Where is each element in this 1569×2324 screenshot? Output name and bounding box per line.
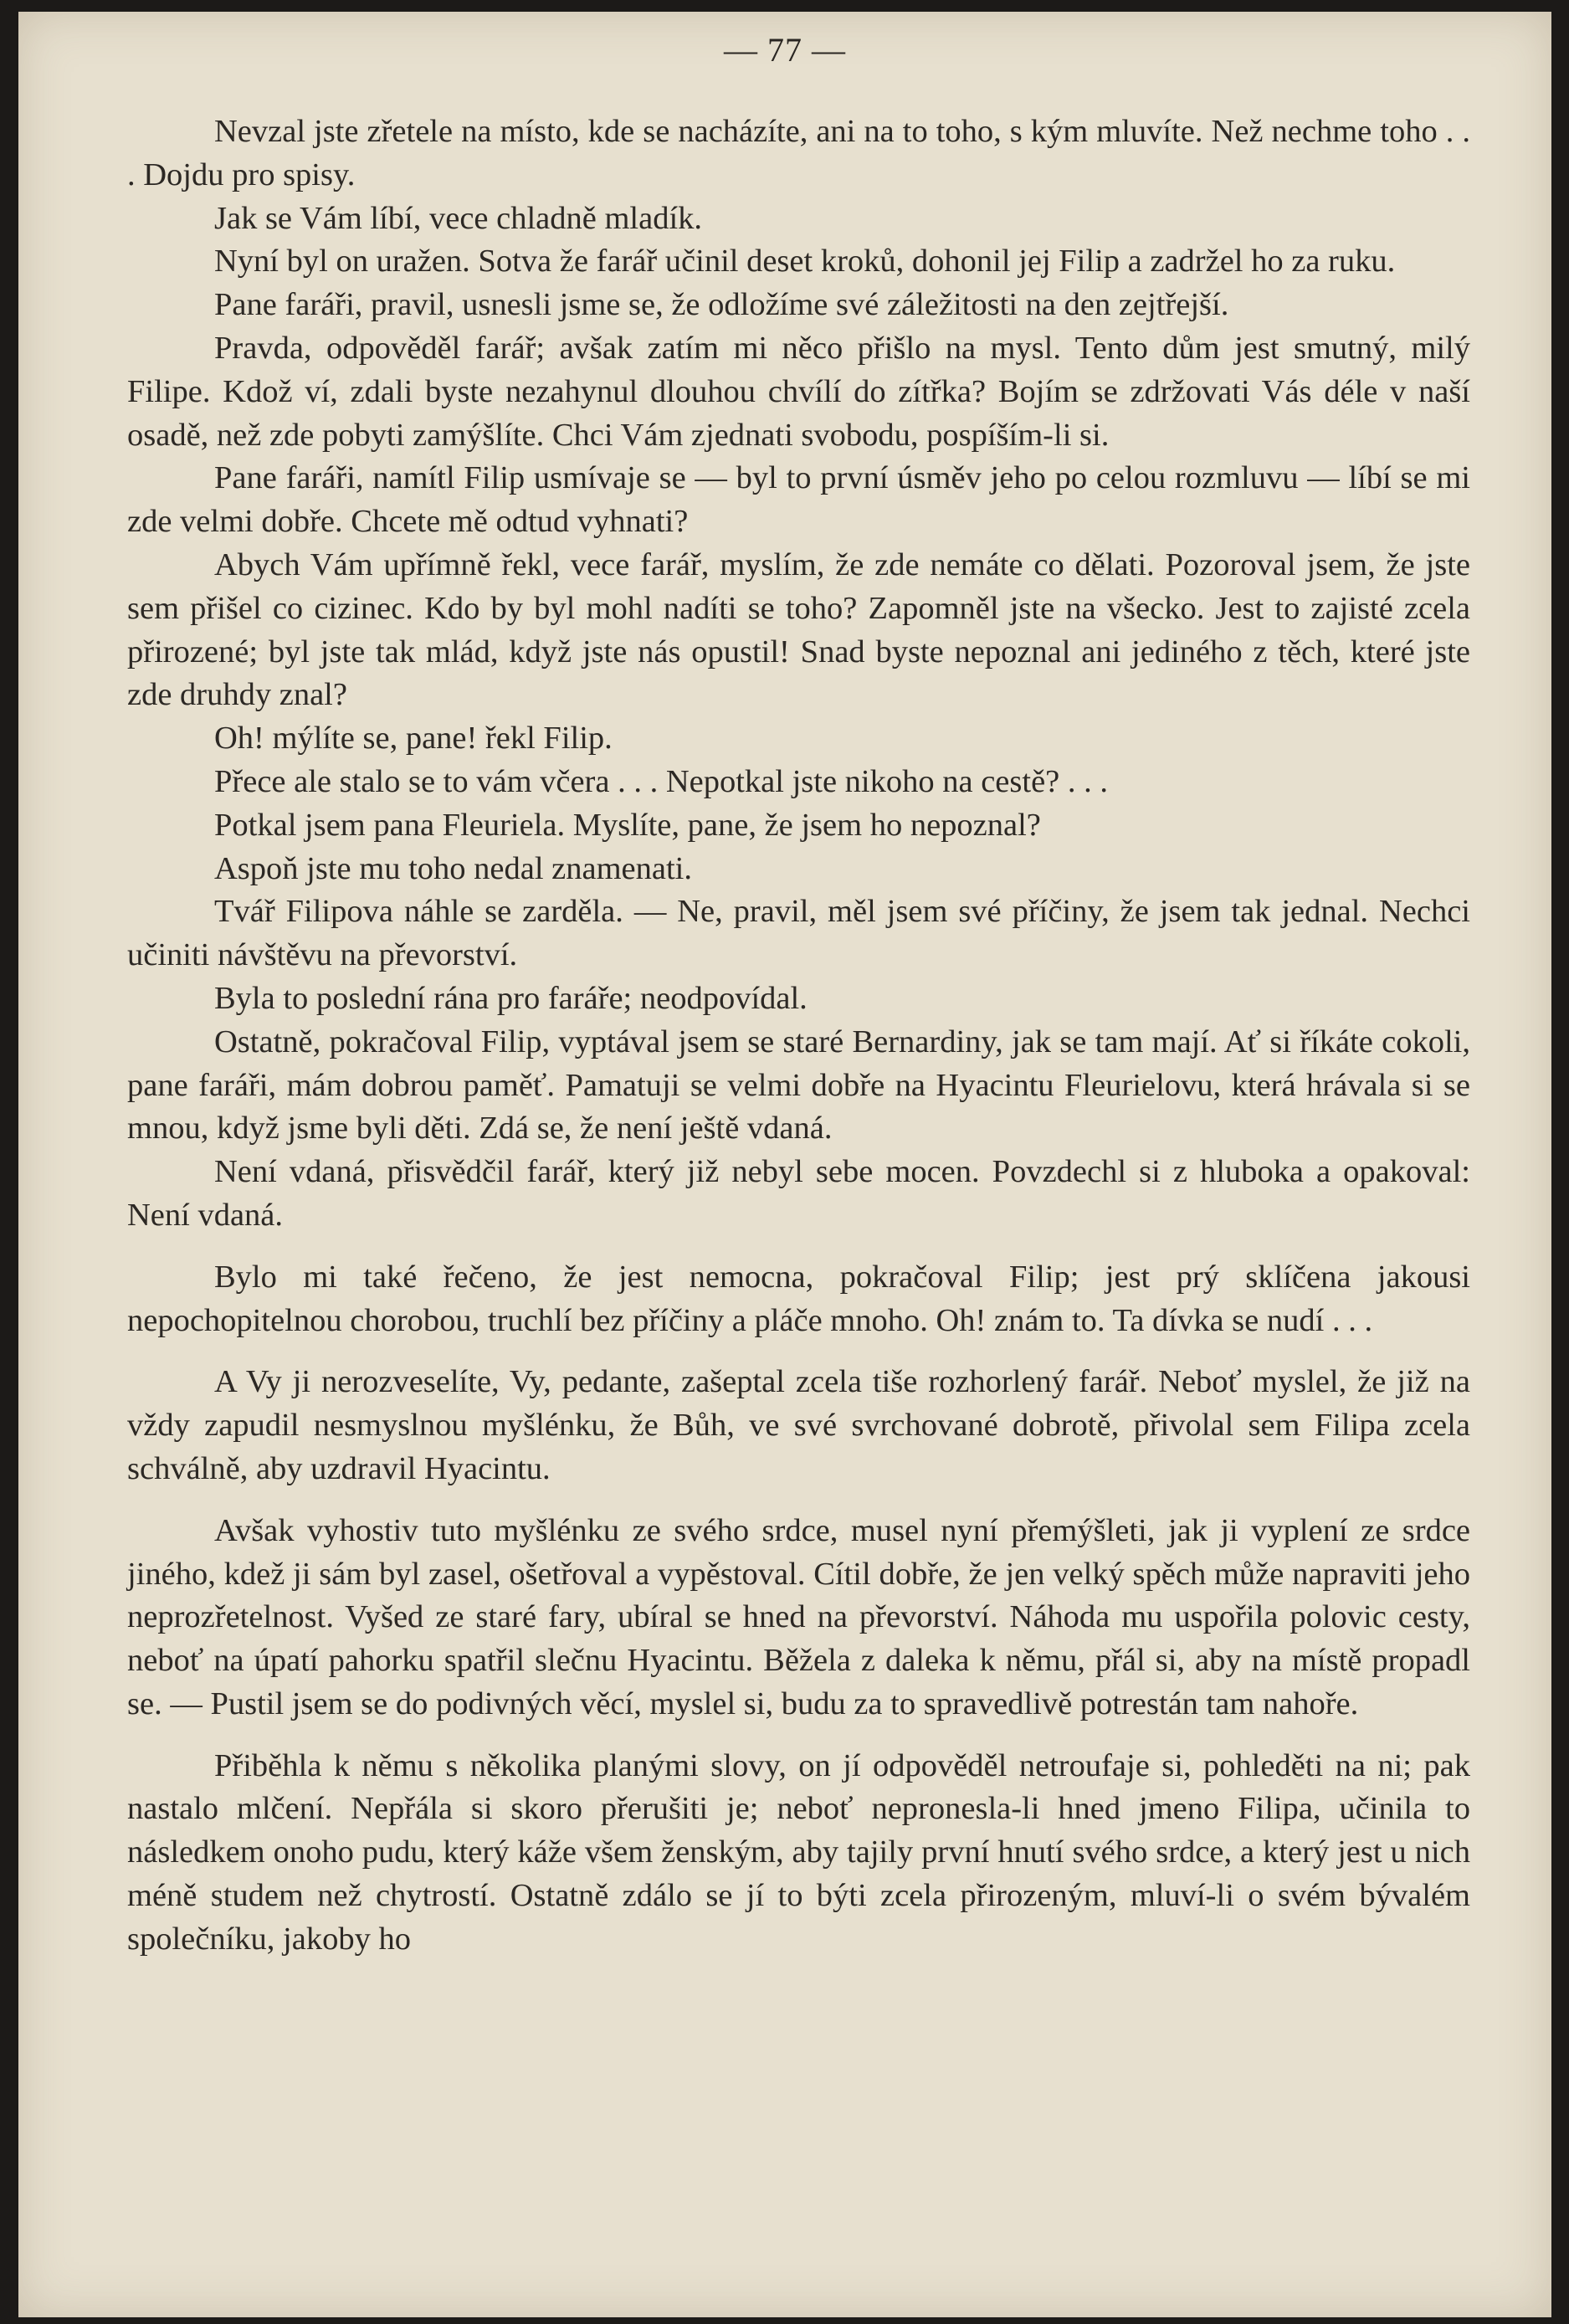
paragraph: Byla to poslední rána pro faráře; neodpovídal. (214, 980, 808, 1016)
body-text (127, 110, 1470, 1962)
paragraph: Potkal jsem pana Fleuriela. Myslíte, pane, že jsem ho nepoznal? (214, 807, 1041, 843)
paragraph: Pane faráři, namítl Filip usmívaje se — byl to první úsměv jeho po celou rozmluvu — líbí se mi zde velmi dobře. Chcete mě odtud vyhnati? (127, 460, 1470, 540)
paragraph: Není vdaná, přisvědčil farář, který již nebyl sebe mocen. Povzdechl si z hluboka a opakoval: Není vdaná. (127, 1154, 1470, 1233)
paragraph: Oh! mýlíte se, pane! řekl Filip. (214, 721, 613, 757)
paragraph: Přiběhla k němu s několika planými slovy, on jí odpověděl netroufaje si, pohleděti na ni; pak nastalo mlčení. Nepřála si skoro přerušiti je; neboť nepronesla-li hned jmeno Filipa, učinila to následkem onoho pudu, který káže všem ženským, aby tajily první hnutí svého srdce, a který jest u nich méně studem než chytrostí. Ostatně zdálo se jí to býti zcela přirozeným, mluví-li o svém bývalém společníku, jakoby ho (127, 1747, 1470, 1957)
paragraph: Jak se Vám líbí, vece chladně mladík. (214, 200, 703, 236)
paragraph: Nevzal jste zřetele na místo, kde se nacházíte, ani na to toho, s kým mluvíte. Než nechme toho . . . Dojdu pro spisy. (127, 114, 1470, 192)
paragraph: Přece ale stalo se to vám včera . . . Nepotkal jste nikoho na cestě? . . . (214, 763, 1108, 799)
paragraph: Pane faráři, pravil, usnesli jsme se, že odložíme své záležitosti na den zejtřejší. (214, 287, 1229, 323)
paragraph: Bylo mi také řečeno, že jest nemocna, pokračoval Filip; jest prý sklíčena jakousi nepochopitelnou chorobou, truchlí bez příčiny a pláče mnoho. Oh! znám to. Ta dívka se nudí . . . (127, 1259, 1470, 1338)
book-page (18, 12, 1551, 2317)
paragraph: Nyní byl on uražen. Sotva že farář učinil deset kroků, dohonil jej Filip a zadržel ho za ruku. (214, 244, 1396, 280)
paragraph: Tvář Filipova náhle se zarděla. — Ne, pravil, měl jsem své příčiny, že jsem tak jednal. Nechci učiniti návštěvu na převorství. (127, 894, 1470, 973)
paragraph: A Vy ji nerozveselíte, Vy, pedante, zašeptal zcela tiše rozhorlený farář. Neboť myslel, že již na vždy zapudil nesmyslnou myšlénku, že Bůh, ve své svrchované dobrotě, přivolal sem Filipa zcela schválně, aby uzdravil Hyacintu. (127, 1364, 1470, 1486)
page-number: — 77 — (724, 31, 846, 69)
paragraph: Abych Vám upřímně řekl, vece farář, myslím, že zde nemáte co dělati. Pozoroval jsem, že jste sem přišel co cizinec. Kdo by byl mohl nadíti se toho? Zapomněl jste na všecko. Jest to zajisté zcela přirozené; byl jste tak mlád, když jste nás opustil! Snad byste nepoznal ani jediného z těch, které jste zde druhdy znal? (127, 546, 1470, 713)
paragraph: Ostatně, pokračoval Filip, vyptával jsem se staré Bernardiny, jak se tam mají. Ať si říkáte cokoli, pane faráři, mám dobrou paměť. Pamatuji se velmi dobře na Hyacintu Fleurielovu, která hrávala si se mnou, když jsme byli děti. Zdá se, že není ještě vdaná. (127, 1023, 1470, 1147)
paragraph: Pravda, odpověděl farář; avšak zatím mi něco přišlo na mysl. Tento dům jest smutný, milý Filipe. Kdož ví, zdali byste nezahynul dlouhou chvílí do zítřka? Bojím se zdržovati Vás déle v naší osadě, než zde pobyti zamýšlíte. Chci Vám zjednati svobodu, pospíším-li si. (127, 330, 1470, 453)
paragraph: Avšak vyhostiv tuto myšlénku ze svého srdce, musel nyní přemýšleti, jak ji vyplení ze srdce jiného, kdež ji sám byl zasel, ošetřoval a vypěstoval. Cítil dobře, že jen velký spěch může napraviti jeho neprozřetelnost. Vyšed ze staré fary, ubíral se hned na převorství. Náhoda mu uspořila polovic cesty, neboť na úpatí pahorku spatřil slečnu Hyacintu. Běžela z daleka k němu, přál si, aby na místě propadl se. — Pustil jsem se do podivných věcí, myslel si, budu za to spravedlivě potrestán tam nahoře. (127, 1512, 1470, 1721)
paragraph: Aspoň jste mu toho nedal znamenati. (214, 850, 692, 886)
